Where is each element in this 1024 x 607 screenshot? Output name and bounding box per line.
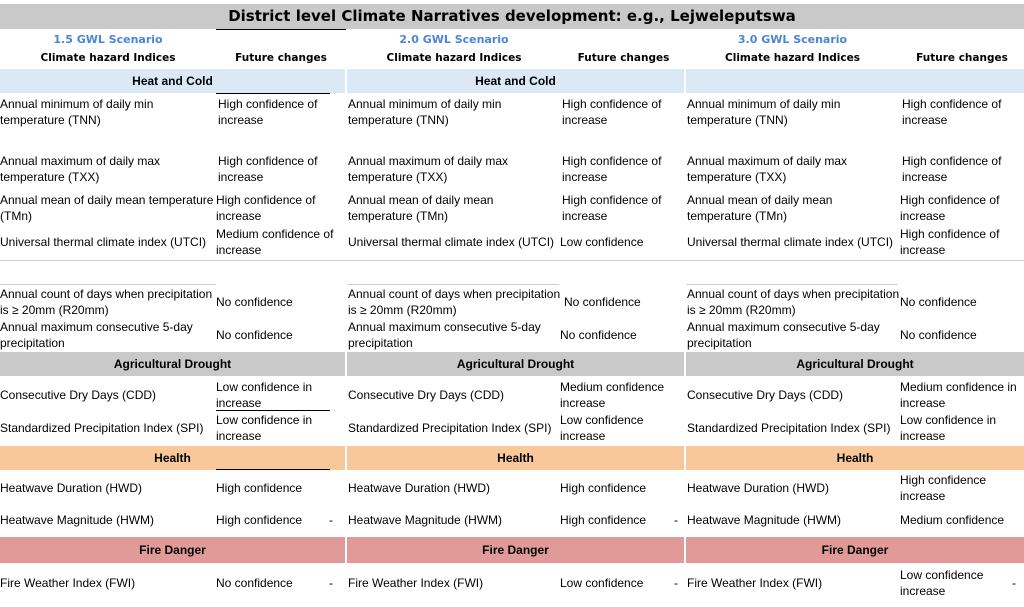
index-cdd: Consecutive Dry Days (CDD)	[687, 388, 844, 402]
section-fire-danger: Fire Danger	[347, 537, 684, 563]
index-rx5day: Annual maximum consecutive 5-day precipitation	[0, 320, 193, 350]
change-hwm: Medium confidence	[900, 513, 1005, 527]
change-rx5day: No confidence	[216, 328, 293, 342]
index-r20mm: Annual count of days when precipitation is ≥ 20mm (R20mm)	[0, 287, 213, 317]
col-header-indices-1: Climate hazard Indices	[40, 52, 176, 64]
change-txx: High confidence of increase	[562, 154, 662, 184]
section-health: Health	[686, 446, 1024, 470]
index-utci: Universal thermal climate index (UTCI)	[348, 235, 555, 249]
change-hwm: High confidence	[560, 513, 647, 527]
section-agricultural-drought: Agricultural Drought	[686, 352, 1024, 376]
index-utci: Universal thermal climate index (UTCI)	[0, 235, 207, 249]
index-spi: Standardized Precipitation Index (SPI)	[0, 421, 204, 435]
index-hwd: Heatwave Duration (HWD)	[348, 481, 491, 495]
change-r20mm: No confidence	[216, 295, 293, 309]
change-hwd: High confidence increase	[900, 473, 987, 503]
change-txx: High confidence of increase	[902, 154, 1002, 184]
index-fwi: Fire Weather Index (FWI)	[687, 576, 823, 590]
change-tnn: High confidence of increase	[218, 97, 318, 127]
col-header-changes-3: Future changes	[916, 52, 1008, 64]
change-hwm: High confidence	[216, 513, 303, 527]
index-tnn: Annual minimum of daily min temperature (TNN)	[687, 97, 841, 127]
change-hwd: High confidence	[560, 481, 647, 495]
change-tnn: High confidence of increase	[562, 97, 662, 127]
index-tmn: Annual mean of daily mean temperature (TMn)	[0, 193, 214, 223]
change-txx: High confidence of increase	[218, 154, 318, 184]
change-utci: Medium confidence of increase	[216, 227, 334, 257]
index-cdd: Consecutive Dry Days (CDD)	[348, 388, 505, 402]
change-tmn: High confidence of increase	[900, 193, 1000, 223]
index-txx: Annual maximum of daily max temperature (TXX)	[0, 154, 161, 184]
index-tmn: Annual mean of daily mean temperature (TMn)	[687, 193, 833, 223]
section-health: Health	[347, 446, 684, 470]
change-fwi: Low confidence increase	[900, 568, 984, 598]
change-tnn: High confidence of increase	[902, 97, 1002, 127]
index-r20mm: Annual count of days when precipitation is ≥ 20mm (R20mm)	[687, 287, 900, 317]
change-fwi: Low confidence	[560, 576, 644, 590]
index-hwm: Heatwave Magnitude (HWM)	[0, 513, 155, 527]
index-hwd: Heatwave Duration (HWD)	[0, 481, 143, 495]
col-header-indices-3: Climate hazard Indices	[725, 52, 860, 64]
index-r20mm: Annual count of days when precipitation is ≥ 20mm (R20mm)	[348, 287, 561, 317]
index-txx: Annual maximum of daily max temperature (TXX)	[687, 154, 848, 184]
change-r20mm: No confidence	[900, 295, 977, 309]
index-tmn: Annual mean of daily mean temperature (TMn)	[348, 193, 494, 223]
change-tmn: High confidence of increase	[216, 193, 316, 223]
dash-marker: -	[329, 576, 333, 590]
index-tnn: Annual minimum of daily min temperature (TNN)	[348, 97, 502, 127]
section-agricultural-drought: Agricultural Drought	[347, 352, 684, 376]
index-fwi: Fire Weather Index (FWI)	[348, 576, 484, 590]
section-heat-cold: Heat and Cold	[347, 69, 684, 93]
divider	[216, 93, 330, 94]
index-cdd: Consecutive Dry Days (CDD)	[0, 388, 157, 402]
index-spi: Standardized Precipitation Index (SPI)	[687, 421, 891, 435]
change-rx5day: No confidence	[900, 328, 977, 342]
index-rx5day: Annual maximum consecutive 5-day precipitation	[687, 320, 880, 350]
dash-marker: -	[329, 513, 333, 527]
divider	[216, 29, 346, 30]
section-agricultural-drought: Agricultural Drought	[0, 352, 345, 376]
change-fwi: No confidence	[216, 576, 293, 590]
change-cdd: Low confidence in increase	[216, 380, 313, 410]
page-title: District level Climate Narratives development: e.g., Lejweleputswa	[0, 4, 1024, 29]
col-header-changes-2: Future changes	[577, 52, 670, 64]
dash-marker: -	[1012, 576, 1016, 590]
index-rx5day: Annual maximum consecutive 5-day precipitation	[348, 320, 541, 350]
section-health: Health	[0, 446, 345, 470]
change-tmn: High confidence of increase	[562, 193, 662, 223]
change-spi: Low confidence in increase	[900, 413, 997, 443]
divider	[0, 260, 1024, 261]
index-hwd: Heatwave Duration (HWD)	[687, 481, 830, 495]
section-fire-danger: Fire Danger	[0, 537, 345, 563]
scenario-2-label: 2.0 GWL Scenario	[399, 33, 509, 46]
index-tnn: Annual minimum of daily min temperature (TNN)	[0, 97, 154, 127]
change-spi: Low confidence increase	[560, 413, 644, 443]
col-header-indices-2: Climate hazard Indices	[386, 52, 522, 64]
section-fire-danger: Fire Danger	[686, 537, 1024, 563]
scenario-3-label: 3.0 GWL Scenario	[737, 33, 848, 46]
col-header-changes-1: Future changes	[235, 52, 327, 64]
index-fwi: Fire Weather Index (FWI)	[0, 576, 136, 590]
index-hwm: Heatwave Magnitude (HWM)	[687, 513, 842, 527]
section-heat-cold: Heat and Cold	[0, 69, 345, 93]
index-hwm: Heatwave Magnitude (HWM)	[348, 513, 503, 527]
change-cdd: Medium confidence in increase	[900, 380, 1017, 410]
divider	[216, 469, 330, 470]
dash-marker: -	[674, 576, 678, 590]
change-hwd: High confidence	[216, 481, 303, 495]
scenario-1-label: 1.5 GWL Scenario	[53, 33, 163, 46]
index-txx: Annual maximum of daily max temperature (TXX)	[348, 154, 509, 184]
change-rx5day: No confidence	[560, 328, 637, 342]
index-utci: Universal thermal climate index (UTCI)	[687, 235, 894, 249]
section-heat-cold	[686, 69, 1024, 93]
change-utci: High confidence of increase	[900, 227, 1000, 257]
dash-marker: -	[674, 513, 678, 527]
change-utci: Low confidence	[560, 235, 644, 249]
index-spi: Standardized Precipitation Index (SPI)	[348, 421, 552, 435]
change-spi: Low confidence in increase	[216, 413, 313, 443]
change-r20mm: No confidence	[564, 295, 641, 309]
change-cdd: Medium confidence increase	[560, 380, 665, 410]
